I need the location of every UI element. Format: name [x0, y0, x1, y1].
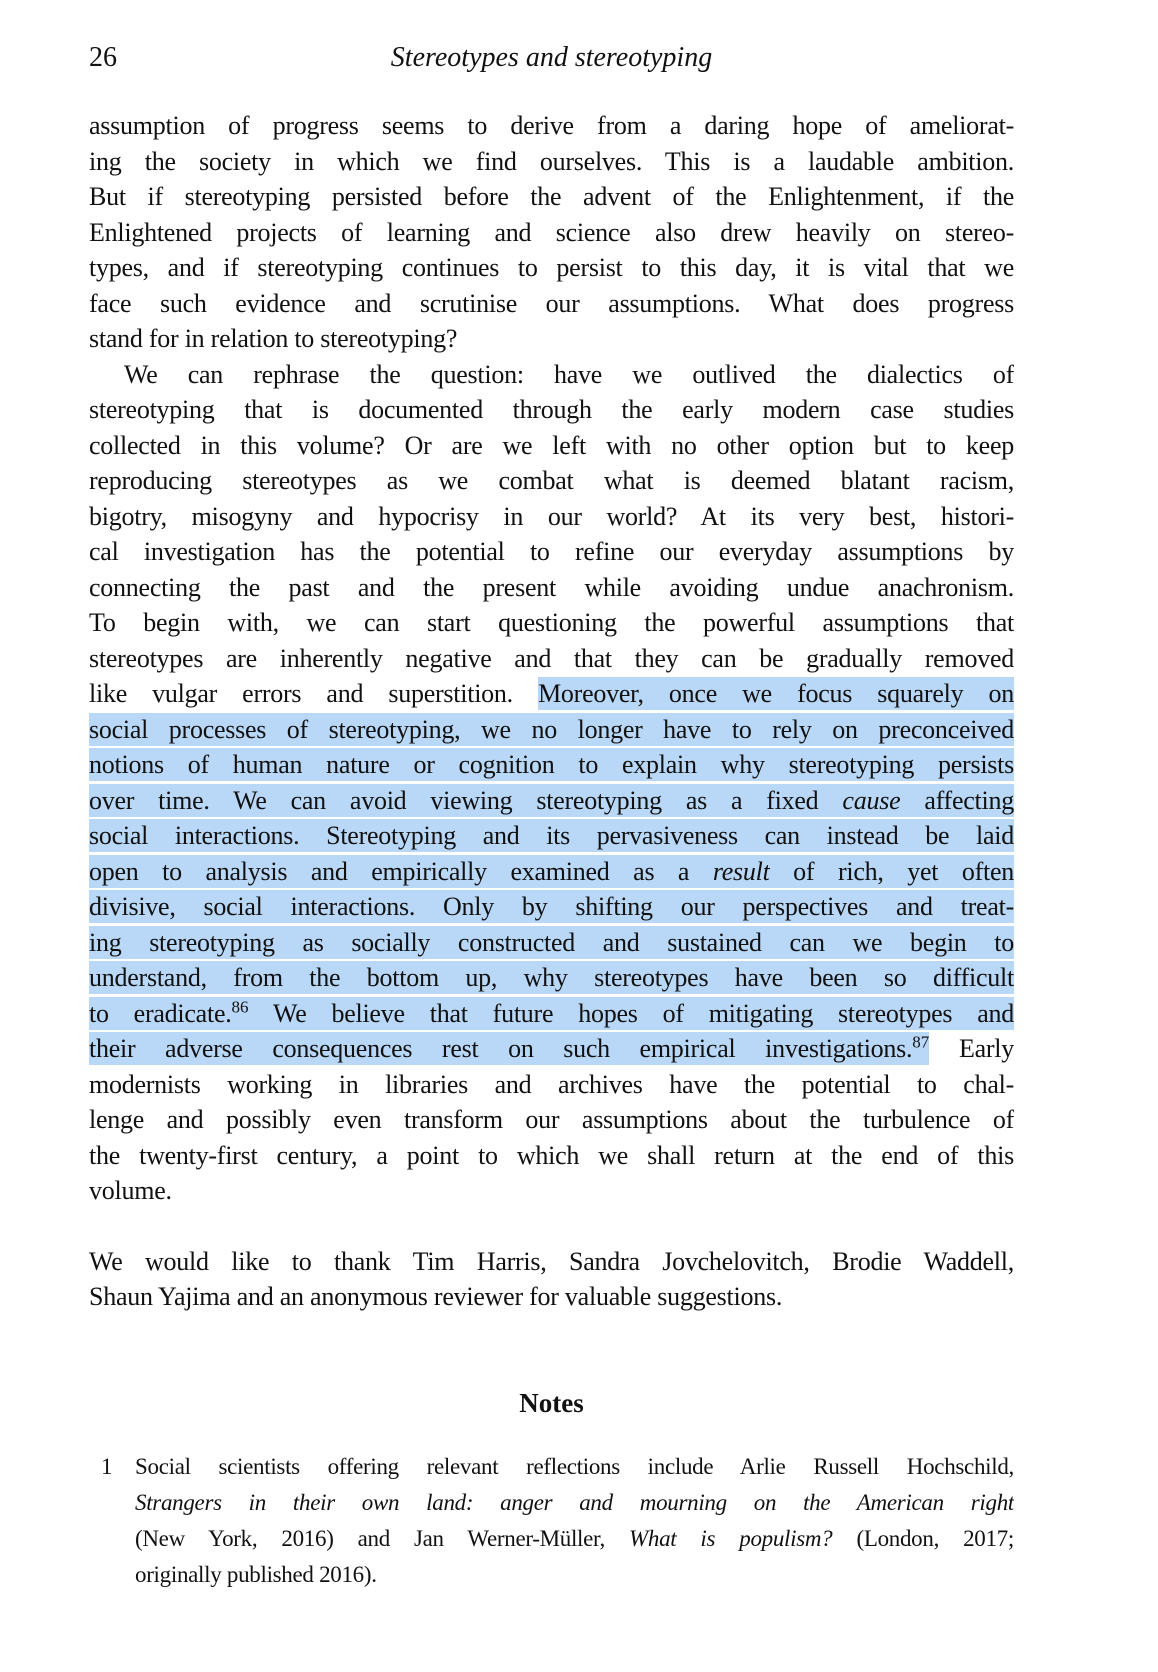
- text-line: [89, 499, 1014, 535]
- text-line: [89, 818, 1014, 854]
- notes-heading: Notes: [519, 1387, 584, 1418]
- highlighted-text-segment: notions of human nature or cognition to explain why stereotyping persists: [89, 748, 1014, 781]
- text-line: [89, 889, 1014, 925]
- highlighted-text-segment: open to analysis and empirically examined as a: [89, 855, 713, 888]
- highlighted-text-segment: social processes of stereotyping, we no longer have to rely on preconceived: [89, 713, 1014, 746]
- text-line: [89, 463, 1014, 499]
- text-line: [135, 1521, 1014, 1557]
- text-segment: We would like to thank Tim Harris, Sandra Jovchelovitch, Brodie Waddell,: [89, 1246, 1014, 1276]
- text-line: [89, 570, 1014, 606]
- note-text: [135, 1449, 1014, 1593]
- text-line: [135, 1449, 1014, 1485]
- text-segment: To begin with, we can start questioning the powerful assumptions that: [89, 608, 1014, 637]
- text-segment: stand for in relation to stereotyping?: [89, 324, 458, 353]
- text-segment: (New York, 2016) and Jan Werner-Müller,: [135, 1525, 630, 1551]
- italic-text-segment: What is populism?: [629, 1525, 833, 1551]
- highlighted-text-segment: [912, 1032, 929, 1065]
- text-line: [89, 321, 1014, 357]
- text-segment: reproducing stereotypes as we combat what is deemed blatant racism,: [89, 466, 1014, 495]
- highlighted-text-segment: social interactions. Stereotyping and its pervasiveness can instead be laid: [89, 819, 1014, 852]
- text-line: [89, 179, 1014, 215]
- text-segment: ing the society in which we find ourselves. This is a laudable ambition.: [89, 146, 1014, 176]
- text-segment: Shaun Yajima and an anonymous reviewer for valuable suggestions.: [89, 1282, 783, 1311]
- main-text: [89, 108, 1014, 1209]
- text-line: [89, 357, 1014, 393]
- highlighted-text-segment: over time. We can avoid viewing stereotyping as a fixed: [89, 784, 842, 817]
- acknowledgment-paragraph: [89, 1244, 1014, 1315]
- text-segment: assumption of progress seems to derive from a daring hope of ameliorat-: [89, 111, 1014, 140]
- highlighted-text-segment: Moreover, once we focus squarely on: [538, 677, 1014, 710]
- text-line: [89, 960, 1014, 996]
- highlighted-text-segment: of rich, yet often: [770, 855, 1014, 888]
- text-segment: But if stereotyping persisted before the advent of the Enlightenment, if the: [89, 182, 1014, 211]
- text-line: [89, 534, 1014, 570]
- paragraph: [89, 108, 1014, 357]
- text-line: [89, 712, 1014, 748]
- running-title: Stereotypes and stereotyping: [390, 42, 713, 73]
- text-segment: volume.: [89, 1176, 172, 1205]
- text-line: [89, 392, 1014, 428]
- text-line: [89, 428, 1014, 464]
- text-line: [89, 1031, 1014, 1067]
- text-line: [89, 1067, 1014, 1103]
- text-line: [89, 996, 1014, 1032]
- text-segment: originally published 2016).: [135, 1561, 377, 1587]
- text-segment: the twenty-first century, a point to which we shall return at the end of this: [89, 1140, 1014, 1170]
- text-segment: Social scientists offering relevant reflections include Arlie Russell Hochschild,: [135, 1453, 1014, 1479]
- text-line: [135, 1557, 1014, 1593]
- notes-list: [89, 1449, 1014, 1593]
- text-segment: Early: [929, 1034, 1014, 1063]
- highlighted-text-segment: affecting: [900, 784, 1014, 817]
- page-number: 26: [89, 42, 117, 73]
- text-segment: (London, 2017;: [832, 1525, 1014, 1551]
- text-line: [89, 854, 1014, 890]
- text-line: [89, 1244, 1014, 1280]
- text-segment: collected in this volume? Or are we left with no other option but to keep: [89, 430, 1014, 460]
- text-line: [89, 215, 1014, 251]
- text-line: [89, 250, 1014, 286]
- text-line: [89, 676, 1014, 712]
- endnote-reference-superscript: 87: [912, 1032, 930, 1052]
- text-segment: modernists working in libraries and archives have the potential to chal-: [89, 1069, 1014, 1099]
- text-segment: Enlightened projects of learning and science also drew heavily on stereo-: [89, 217, 1014, 247]
- highlighted-text-segment: ing stereotyping as socially constructed and sustained can we begin to: [89, 926, 1014, 959]
- text-line: [89, 1138, 1014, 1174]
- text-segment: like vulgar errors and superstition.: [89, 679, 539, 708]
- text-segment: We can rephrase the question: have we outlived the dialectics of: [124, 359, 1014, 389]
- text-segment: connecting the past and the present while avoiding undue anachronism.: [89, 572, 1014, 602]
- text-segment: types, and if stereotyping continues to persist to this day, it is vital that we: [89, 253, 1014, 282]
- text-segment: cal investigation has the potential to refine our everyday assumptions by: [89, 537, 1014, 566]
- text-line: [135, 1485, 1014, 1521]
- text-segment: lenge and possibly even transform our assumptions about the turbulence of: [89, 1105, 1014, 1134]
- text-line: [89, 783, 1014, 819]
- text-line: [89, 641, 1014, 677]
- highlighted-text-segment: cause: [842, 785, 901, 815]
- text-line: [89, 1102, 1014, 1138]
- text-segment: bigotry, misogyny and hypocrisy in our world? At its very best, histori-: [89, 501, 1014, 531]
- text-line: [89, 925, 1014, 961]
- note-number: 1: [101, 1453, 113, 1479]
- highlighted-text-segment: We believe that future hopes of mitigating stereotypes and: [249, 997, 1015, 1030]
- text-line: [89, 108, 1014, 144]
- highlighted-text-segment: to eradicate.: [89, 997, 232, 1030]
- page-header: [89, 40, 1014, 76]
- text-segment: stereotypes are inherently negative and that they can be gradually removed: [89, 643, 1014, 673]
- highlighted-text-segment: [232, 997, 249, 1030]
- italic-text-segment: Strangers in their own land: anger and mourning on the American right: [135, 1489, 1014, 1515]
- highlighted-text-segment: result: [712, 856, 770, 886]
- text-line: [89, 1279, 1014, 1315]
- highlighted-text-segment: their adverse consequences rest on such empirical investigations.: [89, 1032, 912, 1065]
- note-item: [89, 1449, 1014, 1593]
- paragraph: [89, 357, 1014, 1209]
- highlighted-text-segment: divisive, social interactions. Only by shifting our perspectives and treat-: [89, 890, 1014, 923]
- text-line: [89, 747, 1014, 783]
- endnote-reference-superscript: 86: [231, 996, 249, 1016]
- highlighted-text-segment: understand, from the bottom up, why stereotypes have been so difficult: [89, 961, 1014, 994]
- text-line: [89, 605, 1014, 641]
- text-segment: face such evidence and scrutinise our assumptions. What does progress: [89, 288, 1014, 318]
- text-line: [89, 286, 1014, 322]
- text-segment: stereotyping that is documented through the early modern case studies: [89, 395, 1014, 424]
- text-line: [89, 144, 1014, 180]
- text-line: [89, 1173, 1014, 1209]
